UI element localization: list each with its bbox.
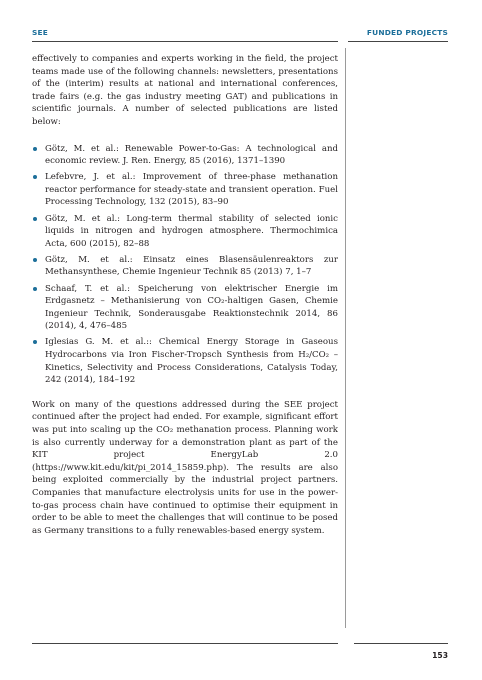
publication-item bbox=[32, 336, 338, 386]
page-number: 153 bbox=[432, 651, 448, 660]
bullet-icon bbox=[33, 217, 37, 221]
header-rule-right bbox=[348, 41, 448, 42]
publication-text: Lefebvre, J. et al.: Improvement of three-phase methanation reactor performance for steady-state and transient operation. Fuel Processing Technology, 132 (2015), 83–90 bbox=[45, 172, 338, 208]
publication-item bbox=[32, 283, 338, 333]
publication-list bbox=[32, 143, 338, 387]
publication-text: Götz, M. et al.: Long-term thermal stability of selected ionic liquids in nitrogen and hydrogen atmosphere. Thermochimica Acta, 600 (2015), 82–88 bbox=[45, 213, 338, 249]
running-header-chapter: FUNDED PROJECTS bbox=[366, 28, 448, 37]
publication-text: Götz, M. et al.: Einsatz eines Blasensäulenreaktors zur Methansynthese, Chemie Ingenieur Technik 85 (2013) 7, 1–7 bbox=[45, 254, 338, 278]
running-header-section: SEE bbox=[32, 28, 49, 37]
publication-text: Schaaf, T. et al.: Speicherung von elektrischer Energie im Erdgasnetz – Methanisierung von CO₂-haltigen Gasen, Chemie Ingenieur Technik, Sonderausgabe Reaktionstechnik 2014, 86 (2014), 4, 476–485 bbox=[45, 283, 338, 332]
publication-item bbox=[32, 213, 338, 251]
publication-text: Iglesias G. M. et al.:: Chemical Energy Storage in Gaseous Hydrocarbons via Iron Fischer-Tropsch Synthesis from H₂/CO₂ – Kinetics, Selectivity and Process Considerations, Catalysis Today, 242 (2014), 184–192 bbox=[45, 337, 338, 386]
body-text bbox=[32, 53, 338, 537]
column-divider bbox=[345, 48, 346, 628]
publication-text: Götz, M. et al.: Renewable Power-to-Gas: A technological and economic review. J. Ren. Energy, 85 (2016), 1371–1390 bbox=[45, 143, 338, 167]
header-rule-left bbox=[32, 41, 338, 42]
closing-paragraph: Work on many of the questions addressed during the SEE project continued after the project had ended. For example, significant effort was put into scaling up the CO₂ methanation process. Planning work is also currently underway for a demonstration plant as part of the KIT project EnergyLab 2.0 (https://www.kit.edu/kit/pi_2014_15859.php). The results are also being exploited commercially by the industrial project partners. Companies that manufacture electrolysis units for use in the power-to-gas process chain have continued to optimise their equipment in order to be able to meet the challenges that will continue to be posed as Germany transitions to a fully renewables-based energy system. bbox=[32, 399, 338, 536]
bullet-icon bbox=[33, 340, 37, 344]
publication-item bbox=[32, 143, 338, 168]
footer-rule-right bbox=[354, 643, 448, 644]
footer-rule-left bbox=[32, 643, 338, 644]
bullet-icon bbox=[33, 258, 37, 262]
bullet-icon bbox=[33, 175, 37, 179]
bullet-icon bbox=[33, 147, 37, 151]
publication-item bbox=[32, 171, 338, 209]
intro-paragraph: effectively to companies and experts working in the field, the project teams made use of the following channels: newsletters, presentations of the (interim) results at national and international conferences, trade fairs (e.g. the gas industry meeting GAT) and publications in scientific journals. A number of selected publications are listed below: bbox=[32, 54, 338, 127]
bullet-icon bbox=[33, 287, 37, 291]
publication-item bbox=[32, 254, 338, 279]
